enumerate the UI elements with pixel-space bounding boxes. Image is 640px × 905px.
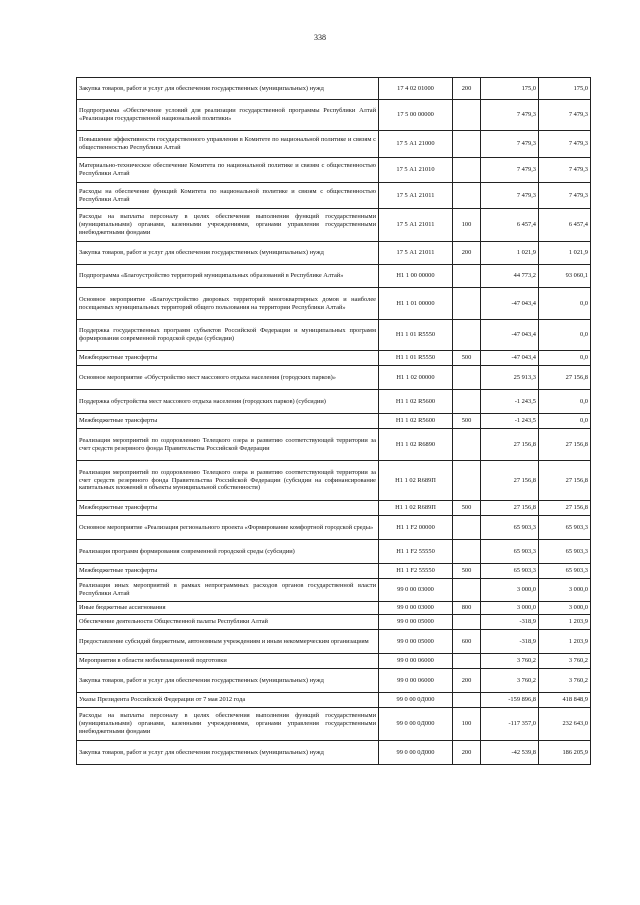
expense-name-cell: Межбюджетные трансферты <box>77 351 379 366</box>
expense-name-cell: Подпрограмма «Обеспечение условий для реализации государственной программы Республики Алтай «Реализация государственной национальной политики» <box>77 100 379 131</box>
target-code-cell: 99 0 00 0Д000 <box>379 741 453 765</box>
expense-name-cell: Расходы на выплаты персоналу в целях обеспечения выполнения функций государственными (муниципальными) органами, казенными учреждениями, органами управления государственными внебюджетными фондами <box>77 708 379 741</box>
change-amount-cell: 7 479,3 <box>481 100 539 131</box>
target-code-cell: Н1 1 01 00000 <box>379 288 453 320</box>
change-amount-cell: 3 760,2 <box>481 654 539 669</box>
total-amount-cell: 1 203,9 <box>539 630 591 654</box>
target-code-cell: Н1 1 01 R5550 <box>379 320 453 351</box>
total-amount-cell: 27 156,8 <box>539 429 591 461</box>
expense-type-cell: 500 <box>453 501 481 516</box>
expense-name-cell: Расходы на обеспечение функций Комитета по национальной политике и связям с общественностью Республики Алтай <box>77 183 379 209</box>
target-code-cell: 17 5 А1 21011 <box>379 209 453 242</box>
total-amount-cell: 7 479,3 <box>539 131 591 158</box>
expense-name-cell: Иные бюджетные ассигнования <box>77 602 379 615</box>
expense-name-cell: Реализация мероприятий по оздоровлению Телецкого озера и развитию соответствующей территории за счет средств резервного фонда Правительства Российской Федерации (субсидии на софинансирование капитальных вложений в объекты муниципальной собственности) <box>77 461 379 501</box>
expense-name-cell: Реализация иных мероприятий в рамках непрограммных расходов органов государственной власти Республики Алтай <box>77 579 379 602</box>
table-row <box>77 351 591 366</box>
total-amount-cell: 3 760,2 <box>539 669 591 693</box>
target-code-cell: Н1 1 02 R5600 <box>379 390 453 414</box>
target-code-cell: 99 0 00 06000 <box>379 669 453 693</box>
expense-type-cell <box>453 654 481 669</box>
target-code-cell: Н1 1 00 00000 <box>379 265 453 288</box>
target-code-cell: 17 5 А1 21010 <box>379 158 453 183</box>
expense-type-cell: 500 <box>453 351 481 366</box>
change-amount-cell: 27 156,8 <box>481 461 539 501</box>
page-number: 338 <box>314 33 326 42</box>
expense-type-cell <box>453 131 481 158</box>
table-row <box>77 708 591 741</box>
total-amount-cell: 0,0 <box>539 288 591 320</box>
change-amount-cell: -117 357,0 <box>481 708 539 741</box>
table-row <box>77 461 591 501</box>
table-row <box>77 265 591 288</box>
change-amount-cell: -47 043,4 <box>481 288 539 320</box>
expense-name-cell: Реализация программ формирования современной городской среды (субсидии) <box>77 540 379 564</box>
target-code-cell: 17 4 02 01000 <box>379 78 453 100</box>
expense-name-cell: Поддержка государственных программ субъектов Российской Федерации и муниципальных программ формирования современной городской среды (субсидии) <box>77 320 379 351</box>
expense-name-cell: Основное мероприятие «Обустройство мест массового отдыха населения (городских парков)» <box>77 366 379 390</box>
expense-name-cell: Закупка товаров, работ и услуг для обеспечения государственных (муниципальных) нужд <box>77 78 379 100</box>
expense-type-cell <box>453 320 481 351</box>
expense-type-cell <box>453 100 481 131</box>
expense-name-cell: Повышение эффективности государственного управления в Комитете по национальной политике и связям с общественностью Республики Алтай <box>77 131 379 158</box>
table-row <box>77 100 591 131</box>
table-row <box>77 320 591 351</box>
target-code-cell: 99 0 00 05000 <box>379 630 453 654</box>
change-amount-cell: 1 021,9 <box>481 242 539 265</box>
change-amount-cell: -318,9 <box>481 630 539 654</box>
target-code-cell: Н1 1 F2 55550 <box>379 564 453 579</box>
expense-type-cell: 200 <box>453 78 481 100</box>
target-code-cell: 99 0 00 0Д000 <box>379 708 453 741</box>
change-amount-cell: -1 243,5 <box>481 390 539 414</box>
table-row <box>77 242 591 265</box>
expense-name-cell: Закупка товаров, работ и услуг для обеспечения государственных (муниципальных) нужд <box>77 669 379 693</box>
expense-type-cell <box>453 461 481 501</box>
target-code-cell: 99 0 00 03000 <box>379 602 453 615</box>
table-row <box>77 630 591 654</box>
total-amount-cell: 1 203,9 <box>539 615 591 630</box>
expense-name-cell: Материально-техническое обеспечение Комитета по национальной политике и связям с общественностью Республики Алтай <box>77 158 379 183</box>
change-amount-cell: -1 243,5 <box>481 414 539 429</box>
total-amount-cell: 3 760,2 <box>539 654 591 669</box>
change-amount-cell: 7 479,3 <box>481 183 539 209</box>
table-row <box>77 654 591 669</box>
table-row <box>77 516 591 540</box>
table-row <box>77 78 591 100</box>
expense-name-cell: Основное мероприятие «Благоустройство дворовых территорий многоквартирных домов и наиболее посещаемых муниципальных территорий общего пользования на территории Республики Алтай» <box>77 288 379 320</box>
table-row <box>77 366 591 390</box>
expense-name-cell: Межбюджетные трансферты <box>77 414 379 429</box>
expense-type-cell <box>453 579 481 602</box>
table-row <box>77 390 591 414</box>
change-amount-cell: -47 043,4 <box>481 320 539 351</box>
table-row <box>77 564 591 579</box>
change-amount-cell: -47 043,4 <box>481 351 539 366</box>
expense-type-cell <box>453 540 481 564</box>
change-amount-cell: 3 000,0 <box>481 602 539 615</box>
change-amount-cell: 65 903,3 <box>481 564 539 579</box>
change-amount-cell: 7 479,3 <box>481 131 539 158</box>
table-row <box>77 501 591 516</box>
expense-name-cell: Расходы на выплаты персоналу в целях обеспечения выполнения функций государственными (муниципальными) органами, казенными учреждениями, органами управления государственными внебюджетными фондами <box>77 209 379 242</box>
total-amount-cell: 7 479,3 <box>539 183 591 209</box>
target-code-cell: Н1 1 01 R5550 <box>379 351 453 366</box>
total-amount-cell: 3 000,0 <box>539 602 591 615</box>
total-amount-cell: 27 156,8 <box>539 501 591 516</box>
total-amount-cell: 93 060,1 <box>539 265 591 288</box>
total-amount-cell: 175,0 <box>539 78 591 100</box>
expense-name-cell: Межбюджетные трансферты <box>77 564 379 579</box>
change-amount-cell: 65 903,3 <box>481 540 539 564</box>
total-amount-cell: 232 643,0 <box>539 708 591 741</box>
total-amount-cell: 186 205,9 <box>539 741 591 765</box>
expense-type-cell: 200 <box>453 741 481 765</box>
total-amount-cell: 0,0 <box>539 414 591 429</box>
expense-name-cell: Указы Президента Российской Федерации от 7 мая 2012 года <box>77 693 379 708</box>
target-code-cell: Н1 1 F2 55550 <box>379 540 453 564</box>
table-row <box>77 414 591 429</box>
change-amount-cell: 44 773,2 <box>481 265 539 288</box>
change-amount-cell: -42 539,8 <box>481 741 539 765</box>
change-amount-cell: 27 156,8 <box>481 501 539 516</box>
target-code-cell: 99 0 00 06000 <box>379 654 453 669</box>
expense-type-cell <box>453 366 481 390</box>
target-code-cell: Н1 1 02 R689П <box>379 461 453 501</box>
total-amount-cell: 3 000,0 <box>539 579 591 602</box>
total-amount-cell: 0,0 <box>539 351 591 366</box>
total-amount-cell: 65 903,3 <box>539 516 591 540</box>
table-row <box>77 131 591 158</box>
expense-name-cell: Обеспечение деятельности Общественной палаты Республики Алтай <box>77 615 379 630</box>
change-amount-cell: 27 156,8 <box>481 429 539 461</box>
expense-type-cell <box>453 390 481 414</box>
expense-type-cell <box>453 429 481 461</box>
total-amount-cell: 27 156,8 <box>539 366 591 390</box>
change-amount-cell: 7 479,3 <box>481 158 539 183</box>
total-amount-cell: 65 903,3 <box>539 564 591 579</box>
expense-type-cell <box>453 516 481 540</box>
table-row <box>77 540 591 564</box>
expense-name-cell: Предоставление субсидий бюджетным, автономным учреждениям и иным некоммерческим организациям <box>77 630 379 654</box>
total-amount-cell: 0,0 <box>539 390 591 414</box>
change-amount-cell: -159 896,8 <box>481 693 539 708</box>
total-amount-cell: 1 021,9 <box>539 242 591 265</box>
expense-name-cell: Реализация мероприятий по оздоровлению Телецкого озера и развитию соответствующей территории за счет средств резервного фонда Правительства Российской Федерации <box>77 429 379 461</box>
expense-name-cell: Подпрограмма «Благоустройство территорий муниципальных образований в Республике Алтай» <box>77 265 379 288</box>
expense-type-cell: 500 <box>453 414 481 429</box>
target-code-cell: Н1 1 02 R5600 <box>379 414 453 429</box>
expense-type-cell: 500 <box>453 564 481 579</box>
target-code-cell: 17 5 А1 21011 <box>379 183 453 209</box>
expense-type-cell <box>453 183 481 209</box>
target-code-cell: 99 0 00 05000 <box>379 615 453 630</box>
expense-type-cell <box>453 158 481 183</box>
expense-name-cell: Закупка товаров, работ и услуг для обеспечения государственных (муниципальных) нужд <box>77 242 379 265</box>
target-code-cell: 17 5 00 00000 <box>379 100 453 131</box>
change-amount-cell: 175,0 <box>481 78 539 100</box>
total-amount-cell: 6 457,4 <box>539 209 591 242</box>
expense-type-cell: 600 <box>453 630 481 654</box>
target-code-cell: 99 0 00 0Д000 <box>379 693 453 708</box>
table-row <box>77 429 591 461</box>
table-row <box>77 615 591 630</box>
table-row <box>77 288 591 320</box>
target-code-cell: Н1 1 02 R6890 <box>379 429 453 461</box>
target-code-cell: Н1 1 02 00000 <box>379 366 453 390</box>
expense-name-cell: Закупка товаров, работ и услуг для обеспечения государственных (муниципальных) нужд <box>77 741 379 765</box>
table-row <box>77 741 591 765</box>
table-row <box>77 602 591 615</box>
expense-type-cell <box>453 693 481 708</box>
total-amount-cell: 7 479,3 <box>539 158 591 183</box>
expense-name-cell: Основное мероприятие «Реализация регионального проекта «Формирование комфортной городской среды» <box>77 516 379 540</box>
table-row <box>77 183 591 209</box>
budget-table <box>76 77 591 765</box>
expense-type-cell <box>453 615 481 630</box>
change-amount-cell: 3 760,2 <box>481 669 539 693</box>
expense-type-cell: 800 <box>453 602 481 615</box>
expense-name-cell: Мероприятия в области мобилизационной подготовки <box>77 654 379 669</box>
expense-type-cell: 200 <box>453 242 481 265</box>
expense-type-cell: 200 <box>453 669 481 693</box>
total-amount-cell: 418 848,9 <box>539 693 591 708</box>
change-amount-cell: -318,9 <box>481 615 539 630</box>
expense-type-cell <box>453 265 481 288</box>
expense-name-cell: Межбюджетные трансферты <box>77 501 379 516</box>
expense-type-cell: 100 <box>453 209 481 242</box>
target-code-cell: Н1 1 02 R689П <box>379 501 453 516</box>
target-code-cell: 17 5 А1 21011 <box>379 242 453 265</box>
change-amount-cell: 3 000,0 <box>481 579 539 602</box>
total-amount-cell: 65 903,3 <box>539 540 591 564</box>
table-row <box>77 579 591 602</box>
total-amount-cell: 27 156,8 <box>539 461 591 501</box>
expense-type-cell <box>453 288 481 320</box>
expense-name-cell: Поддержка обустройства мест массового отдыха населения (городских парков) (субсидии) <box>77 390 379 414</box>
change-amount-cell: 6 457,4 <box>481 209 539 242</box>
expense-type-cell: 100 <box>453 708 481 741</box>
target-code-cell: 99 0 00 03000 <box>379 579 453 602</box>
change-amount-cell: 65 903,3 <box>481 516 539 540</box>
total-amount-cell: 7 479,3 <box>539 100 591 131</box>
target-code-cell: Н1 1 F2 00000 <box>379 516 453 540</box>
table-row <box>77 158 591 183</box>
table-row <box>77 669 591 693</box>
budget-table-body <box>77 78 591 765</box>
change-amount-cell: 25 913,3 <box>481 366 539 390</box>
table-row <box>77 693 591 708</box>
target-code-cell: 17 5 А1 21000 <box>379 131 453 158</box>
total-amount-cell: 0,0 <box>539 320 591 351</box>
table-row <box>77 209 591 242</box>
